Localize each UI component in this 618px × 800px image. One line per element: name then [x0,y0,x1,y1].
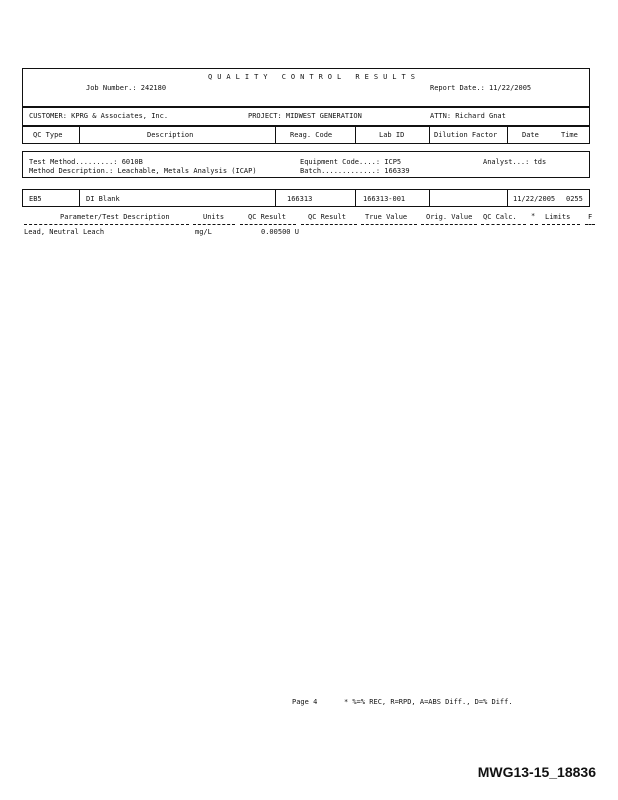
report-date: Report Date.: 11/22/2005 [430,84,532,92]
page-number: Page 4 [292,698,318,706]
project-name: PROJECT: MIDWEST GENERATION [248,112,362,120]
test-method: Test Method.........: 6010B [29,158,143,166]
header-underline [24,224,189,225]
col-divider [79,126,80,144]
qc-row-divider [275,189,276,207]
header-underline [301,224,357,225]
param-row-parameter: Lead, Neutral Leach [24,228,105,236]
report-title: QUALITY CONTROL RESULTS [208,73,420,81]
customer-name: CUSTOMER: KPRG & Associates, Inc. [29,112,169,120]
header-underline [542,224,580,225]
analyst: Analyst...: tds [483,158,547,166]
param-col-f: F [588,213,593,221]
qc-row-divider [355,189,356,207]
col-divider [275,126,276,144]
qc-row-reag-code: 166313 [287,195,313,203]
qc-row-lab-id: 166313-001 [363,195,406,203]
param-col-units: Units [203,213,225,221]
header-underline [481,224,526,225]
param-col-qc-result-2: QC Result [308,213,346,221]
param-col-true-value: True Value [365,213,408,221]
col-reag-code: Reag. Code [290,131,333,139]
col-description: Description [147,131,194,139]
param-row-units: mg/L [195,228,212,236]
col-time: Time [561,131,578,139]
col-dilution-factor: Dilution Factor [434,131,498,139]
qc-row-divider [79,189,80,207]
param-col-parameter: Parameter/Test Description [60,213,170,221]
param-col-star: * [531,212,536,220]
col-divider [507,126,508,144]
col-lab-id: Lab ID [379,131,405,139]
qc-row-date: 11/22/2005 [513,195,556,203]
attention-name: ATTN: Richard Gnat [430,112,506,120]
qc-row-description: DI Blank [86,195,120,203]
col-qc-type: QC Type [33,131,63,139]
job-number: Job Number.: 242180 [86,84,167,92]
qc-row-time: 0255 [566,195,583,203]
calc-legend: * %=% REC, R=RPD, A=ABS Diff., D=% Diff. [344,698,513,706]
col-date: Date [522,131,539,139]
col-divider [355,126,356,144]
header-underline [361,224,417,225]
header-underline [585,224,595,225]
param-col-qc-result: QC Result [248,213,286,221]
param-row-qc-result: 0.00500 U [261,228,299,236]
header-underline [240,224,296,225]
batch-number: Batch.............: 166339 [300,167,410,175]
col-divider [429,126,430,144]
qc-row-type: EB5 [29,195,42,203]
header-underline [193,224,235,225]
qc-row-divider [429,189,430,207]
param-col-qc-calc: QC Calc. [483,213,517,221]
header-underline [421,224,477,225]
param-col-limits: Limits [545,213,571,221]
param-col-orig-value: Orig. Value [426,213,473,221]
header-underline [530,224,538,225]
equipment-code: Equipment Code....: ICP5 [300,158,402,166]
qc-row-divider [507,189,508,207]
document-id: MWG13-15_18836 [477,764,596,780]
method-description: Method Description.: Leachable, Metals Analysis (ICAP) [29,167,257,175]
